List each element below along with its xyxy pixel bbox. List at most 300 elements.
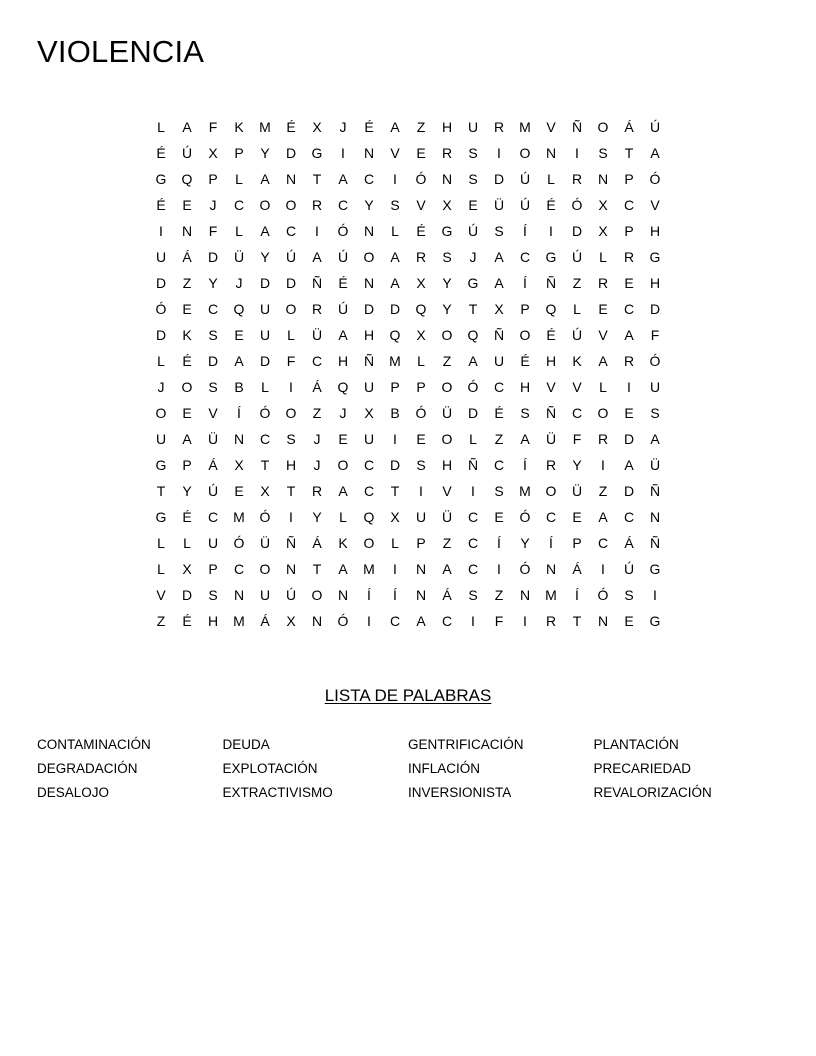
grid-cell: H	[363, 327, 375, 343]
grid-cell: D	[467, 405, 479, 421]
grid-cell: O	[285, 405, 297, 421]
grid-cell: É	[156, 145, 166, 161]
grid-cell: Ú	[285, 249, 297, 265]
grid-cell: Ü	[649, 457, 661, 473]
grid-cell: R	[311, 301, 323, 317]
grid-cell: H	[649, 275, 661, 291]
grid-cell: Ñ	[545, 405, 557, 421]
grid-cell: N	[545, 561, 557, 577]
grid-cell: S	[390, 197, 400, 213]
grid-cell: R	[493, 119, 505, 135]
word-list-item: PLANTACIÓN	[593, 736, 679, 752]
grid-cell: J	[313, 431, 321, 447]
grid-cell: C	[311, 353, 323, 369]
grid-cell: U	[155, 431, 167, 447]
grid-cell: Z	[494, 587, 504, 603]
grid-cell: S	[468, 171, 478, 187]
grid-cell: U	[207, 535, 219, 551]
word-list-title-text: LISTA DE PALABRAS	[324, 686, 492, 705]
grid-cell: Z	[156, 613, 166, 629]
grid-cell: E	[494, 509, 504, 525]
grid-cell: Í	[523, 457, 527, 473]
grid-cell: L	[235, 171, 243, 187]
grid-cell: H	[519, 379, 531, 395]
grid-cell: L	[391, 535, 399, 551]
grid-cell: I	[497, 145, 501, 161]
grid-cell: Á	[182, 249, 192, 265]
grid-cell: É	[416, 223, 426, 239]
grid-cell: T	[286, 483, 296, 499]
grid-cell: N	[233, 431, 245, 447]
grid-cell: D	[649, 301, 661, 317]
grid-cell: L	[157, 353, 165, 369]
grid-cell: Ú	[207, 483, 219, 499]
grid-cell: M	[519, 119, 531, 135]
grid-cell: Ñ	[545, 275, 557, 291]
grid-cell: L	[469, 431, 477, 447]
grid-cell: P	[624, 223, 634, 239]
grid-cell: U	[155, 249, 167, 265]
grid-cell: D	[181, 587, 193, 603]
grid-cell: A	[390, 119, 400, 135]
grid-cell: N	[441, 171, 453, 187]
grid-cell: Á	[312, 379, 322, 395]
grid-cell: Ú	[181, 145, 193, 161]
grid-cell: P	[624, 171, 634, 187]
grid-cell: D	[389, 457, 401, 473]
grid-cell: L	[547, 171, 555, 187]
grid-cell: J	[235, 275, 243, 291]
grid-cell: S	[286, 431, 296, 447]
grid-cell: Z	[572, 275, 582, 291]
grid-cell: G	[155, 457, 167, 473]
grid-cell: A	[390, 275, 400, 291]
grid-cell: Ü	[545, 431, 557, 447]
grid-cell: F	[208, 223, 218, 239]
grid-cell: Ñ	[363, 353, 375, 369]
grid-cell: T	[156, 483, 166, 499]
grid-cell: N	[363, 223, 375, 239]
grid-cell: Ó	[415, 171, 427, 187]
grid-cell: J	[157, 379, 165, 395]
grid-cell: Ó	[571, 197, 583, 213]
grid-cell: Í	[497, 535, 501, 551]
grid-cell: G	[155, 509, 167, 525]
grid-cell: Z	[312, 405, 322, 421]
grid-cell: J	[209, 197, 217, 213]
grid-cell: X	[234, 457, 244, 473]
grid-cell: Ú	[649, 119, 661, 135]
grid-cell: O	[441, 327, 453, 343]
grid-cell: Y	[260, 145, 270, 161]
grid-cell: N	[597, 171, 609, 187]
grid-cell: L	[183, 535, 191, 551]
grid-cell: E	[624, 275, 634, 291]
grid-cell: Q	[233, 301, 245, 317]
word-list-item: REVALORIZACIÓN	[593, 784, 712, 800]
grid-cell: G	[311, 145, 323, 161]
grid-cell: D	[285, 275, 297, 291]
grid-cell: E	[234, 483, 244, 499]
grid-cell: Q	[467, 327, 479, 343]
grid-cell: D	[207, 249, 219, 265]
grid-cell: F	[286, 353, 296, 369]
grid-cell: Ü	[571, 483, 583, 499]
grid-cell: M	[519, 483, 531, 499]
grid-cell: U	[259, 301, 271, 317]
grid-cell: E	[416, 431, 426, 447]
grid-cell: Ó	[649, 353, 661, 369]
grid-cell: A	[312, 249, 322, 265]
grid-cell: M	[545, 587, 557, 603]
grid-cell: C	[363, 171, 375, 187]
grid-cell: J	[339, 119, 347, 135]
grid-cell: A	[650, 431, 660, 447]
grid-cell: P	[572, 535, 582, 551]
grid-cell: K	[572, 353, 582, 369]
grid-cell: U	[259, 327, 271, 343]
grid-cell: Ñ	[285, 535, 297, 551]
grid-cell: N	[233, 587, 245, 603]
grid-cell: R	[415, 249, 427, 265]
grid-cell: K	[338, 535, 348, 551]
word-list-item: GENTRIFICACIÓN	[408, 736, 524, 752]
grid-cell: U	[363, 379, 375, 395]
grid-cell: X	[182, 561, 192, 577]
grid-cell: Y	[312, 509, 322, 525]
grid-cell: X	[260, 483, 270, 499]
grid-cell: Á	[442, 587, 452, 603]
grid-cell: L	[157, 119, 165, 135]
grid-cell: A	[494, 249, 504, 265]
grid-cell: Í	[575, 587, 579, 603]
word-list-item: DEUDA	[222, 736, 270, 752]
grid-cell: R	[545, 613, 557, 629]
grid-cell: C	[233, 561, 245, 577]
grid-cell: Q	[545, 301, 557, 317]
grid-cell: Ú	[337, 249, 349, 265]
grid-cell: A	[182, 431, 192, 447]
grid-cell: A	[338, 327, 348, 343]
grid-cell: Ó	[415, 405, 427, 421]
grid-cell: Ú	[337, 301, 349, 317]
grid-cell: L	[235, 223, 243, 239]
grid-cell: F	[494, 613, 504, 629]
grid-cell: P	[416, 535, 426, 551]
grid-cell: D	[493, 171, 505, 187]
grid-cell: V	[390, 145, 400, 161]
grid-cell: Í	[393, 587, 397, 603]
grid-cell: Ü	[441, 509, 453, 525]
grid-cell: Ú	[623, 561, 635, 577]
grid-cell: C	[233, 197, 245, 213]
grid-cell: P	[208, 171, 218, 187]
grid-cell: E	[338, 431, 348, 447]
grid-cell: S	[598, 145, 608, 161]
grid-cell: C	[467, 509, 479, 525]
grid-cell: N	[597, 613, 609, 629]
grid-cell: D	[389, 301, 401, 317]
grid-cell: Y	[442, 275, 452, 291]
grid-cell: S	[468, 145, 478, 161]
grid-cell: I	[393, 171, 397, 187]
grid-cell: B	[234, 379, 244, 395]
grid-cell: Z	[182, 275, 192, 291]
grid-cell: Ó	[337, 613, 349, 629]
grid-cell: I	[601, 457, 605, 473]
grid-cell: H	[649, 223, 661, 239]
grid-cell: R	[597, 275, 609, 291]
word-list-item: DESALOJO	[37, 784, 110, 800]
grid-cell: O	[545, 483, 557, 499]
grid-cell: A	[468, 353, 478, 369]
grid-cell: E	[468, 197, 478, 213]
grid-cell: Á	[260, 613, 270, 629]
grid-cell: M	[363, 561, 375, 577]
grid-cell: G	[649, 249, 661, 265]
grid-cell: I	[289, 509, 293, 525]
grid-cell: V	[598, 327, 608, 343]
grid-cell: Y	[260, 249, 270, 265]
grid-cell: Y	[364, 197, 374, 213]
grid-cell: R	[441, 145, 453, 161]
word-list-item: EXTRACTIVISMO	[222, 784, 333, 800]
grid-cell: V	[416, 197, 426, 213]
grid-cell: N	[181, 223, 193, 239]
grid-cell: C	[285, 223, 297, 239]
grid-cell: L	[261, 379, 269, 395]
grid-cell: C	[467, 561, 479, 577]
grid-cell: Í	[367, 587, 371, 603]
grid-cell: X	[416, 275, 426, 291]
grid-cell: S	[468, 587, 478, 603]
grid-cell: O	[519, 327, 531, 343]
grid-cell: C	[597, 535, 609, 551]
letter-grid	[148, 114, 668, 634]
grid-cell: D	[623, 431, 635, 447]
grid-cell: X	[598, 197, 608, 213]
grid-cell: I	[315, 223, 319, 239]
grid-cell: Ó	[649, 171, 661, 187]
grid-cell: Q	[363, 509, 375, 525]
grid-cell: S	[208, 587, 218, 603]
grid-cell: O	[285, 301, 297, 317]
grid-cell: Ú	[285, 587, 297, 603]
grid-cell: Ú	[467, 223, 479, 239]
grid-cell: S	[520, 405, 530, 421]
grid-cell: O	[363, 535, 375, 551]
grid-cell: D	[285, 145, 297, 161]
grid-cell: L	[157, 561, 165, 577]
word-list-item: DEGRADACIÓN	[37, 760, 138, 776]
grid-cell: I	[575, 145, 579, 161]
word-list-item: PRECARIEDAD	[593, 760, 692, 776]
grid-cell: O	[363, 249, 375, 265]
word-list	[37, 732, 781, 804]
grid-cell: É	[494, 405, 504, 421]
grid-cell: I	[419, 483, 423, 499]
grid-cell: D	[155, 275, 167, 291]
grid-cell: Q	[389, 327, 401, 343]
grid-cell: V	[546, 379, 556, 395]
grid-cell: F	[650, 327, 660, 343]
grid-cell: C	[207, 509, 219, 525]
grid-cell: C	[389, 613, 401, 629]
grid-cell: R	[623, 249, 635, 265]
grid-cell: M	[233, 509, 245, 525]
grid-cell: Ñ	[649, 483, 661, 499]
grid-cell: O	[285, 197, 297, 213]
grid-cell: A	[598, 509, 608, 525]
grid-cell: C	[259, 431, 271, 447]
grid-cell: L	[287, 327, 295, 343]
grid-cell: A	[416, 613, 426, 629]
grid-cell: L	[573, 301, 581, 317]
grid-cell: I	[393, 561, 397, 577]
grid-cell: Ó	[597, 587, 609, 603]
grid-cell: X	[442, 197, 452, 213]
grid-cell: A	[338, 171, 348, 187]
grid-cell: É	[364, 119, 374, 135]
grid-cell: N	[285, 171, 297, 187]
grid-cell: L	[391, 223, 399, 239]
grid-cell: L	[599, 249, 607, 265]
grid-cell: J	[339, 405, 347, 421]
grid-cell: C	[545, 509, 557, 525]
grid-cell: Z	[442, 353, 452, 369]
grid-cell: O	[259, 197, 271, 213]
grid-cell: Ó	[337, 223, 349, 239]
grid-cell: A	[234, 353, 244, 369]
grid-cell: Á	[572, 561, 582, 577]
grid-cell: U	[363, 431, 375, 447]
grid-cell: S	[208, 379, 218, 395]
grid-cell: Ü	[311, 327, 323, 343]
grid-cell: S	[416, 457, 426, 473]
grid-cell: E	[182, 405, 192, 421]
grid-cell: O	[337, 457, 349, 473]
grid-cell: Ñ	[493, 327, 505, 343]
grid-cell: Á	[312, 535, 322, 551]
grid-cell: É	[338, 275, 348, 291]
grid-cell: A	[182, 119, 192, 135]
grid-cell: I	[523, 613, 527, 629]
grid-cell: C	[207, 301, 219, 317]
grid-cell: S	[494, 483, 504, 499]
grid-cell: J	[313, 457, 321, 473]
grid-cell: G	[441, 223, 453, 239]
grid-cell: Q	[337, 379, 349, 395]
grid-cell: A	[338, 561, 348, 577]
word-list-title	[0, 686, 816, 706]
grid-cell: Ñ	[571, 119, 583, 135]
grid-cell: A	[624, 327, 634, 343]
grid-cell: P	[390, 379, 400, 395]
grid-cell: N	[649, 509, 661, 525]
grid-cell: K	[234, 119, 244, 135]
grid-cell: A	[442, 561, 452, 577]
grid-cell: C	[363, 457, 375, 473]
grid-cell: H	[545, 353, 557, 369]
grid-cell: É	[520, 353, 530, 369]
grid-cell: T	[468, 301, 478, 317]
grid-cell: Ú	[519, 197, 531, 213]
grid-cell: A	[338, 483, 348, 499]
grid-cell: X	[390, 509, 400, 525]
grid-cell: É	[546, 197, 556, 213]
grid-cell: X	[494, 301, 504, 317]
grid-cell: Q	[415, 301, 427, 317]
grid-cell: U	[493, 353, 505, 369]
grid-cell: Z	[494, 431, 504, 447]
grid-cell: H	[441, 119, 453, 135]
grid-cell: H	[207, 613, 219, 629]
grid-cell: T	[572, 613, 582, 629]
grid-cell: X	[598, 223, 608, 239]
grid-cell: Á	[624, 535, 634, 551]
grid-cell: Ñ	[467, 457, 479, 473]
grid-cell: O	[181, 379, 193, 395]
grid-cell: E	[416, 145, 426, 161]
grid-cell: C	[363, 483, 375, 499]
grid-cell: L	[417, 353, 425, 369]
grid-cell: V	[442, 483, 452, 499]
grid-cell: D	[259, 275, 271, 291]
grid-cell: N	[285, 561, 297, 577]
grid-cell: A	[260, 171, 270, 187]
grid-cell: G	[545, 249, 557, 265]
grid-cell: D	[207, 353, 219, 369]
grid-cell: Z	[442, 535, 452, 551]
grid-cell: K	[182, 327, 192, 343]
grid-cell: D	[623, 483, 635, 499]
grid-cell: E	[624, 613, 634, 629]
grid-cell: Ó	[519, 561, 531, 577]
grid-cell: A	[260, 223, 270, 239]
grid-cell: X	[416, 327, 426, 343]
grid-cell: G	[649, 613, 661, 629]
grid-cell: E	[182, 197, 192, 213]
grid-cell: Ú	[519, 171, 531, 187]
grid-cell: M	[389, 353, 401, 369]
grid-cell: Ü	[441, 405, 453, 421]
grid-cell: Ú	[571, 327, 583, 343]
word-list-item: CONTAMINACIÓN	[37, 736, 151, 752]
grid-cell: O	[597, 119, 609, 135]
grid-cell: Ñ	[311, 275, 323, 291]
grid-cell: M	[233, 613, 245, 629]
word-list-item: EXPLOTACIÓN	[222, 760, 318, 776]
grid-cell: Y	[182, 483, 192, 499]
grid-cell: S	[442, 249, 452, 265]
grid-cell: Á	[624, 119, 634, 135]
grid-cell: X	[312, 119, 322, 135]
grid-cell: S	[208, 327, 218, 343]
grid-cell: O	[311, 587, 323, 603]
grid-cell: C	[467, 535, 479, 551]
grid-cell: G	[155, 171, 167, 187]
grid-cell: X	[286, 613, 296, 629]
grid-cell: P	[208, 561, 218, 577]
grid-cell: T	[312, 171, 322, 187]
grid-cell: I	[471, 483, 475, 499]
grid-cell: D	[259, 353, 271, 369]
grid-cell: I	[627, 379, 631, 395]
grid-cell: A	[390, 249, 400, 265]
grid-cell: Í	[237, 405, 241, 421]
grid-cell: N	[415, 587, 427, 603]
grid-cell: Í	[523, 275, 527, 291]
